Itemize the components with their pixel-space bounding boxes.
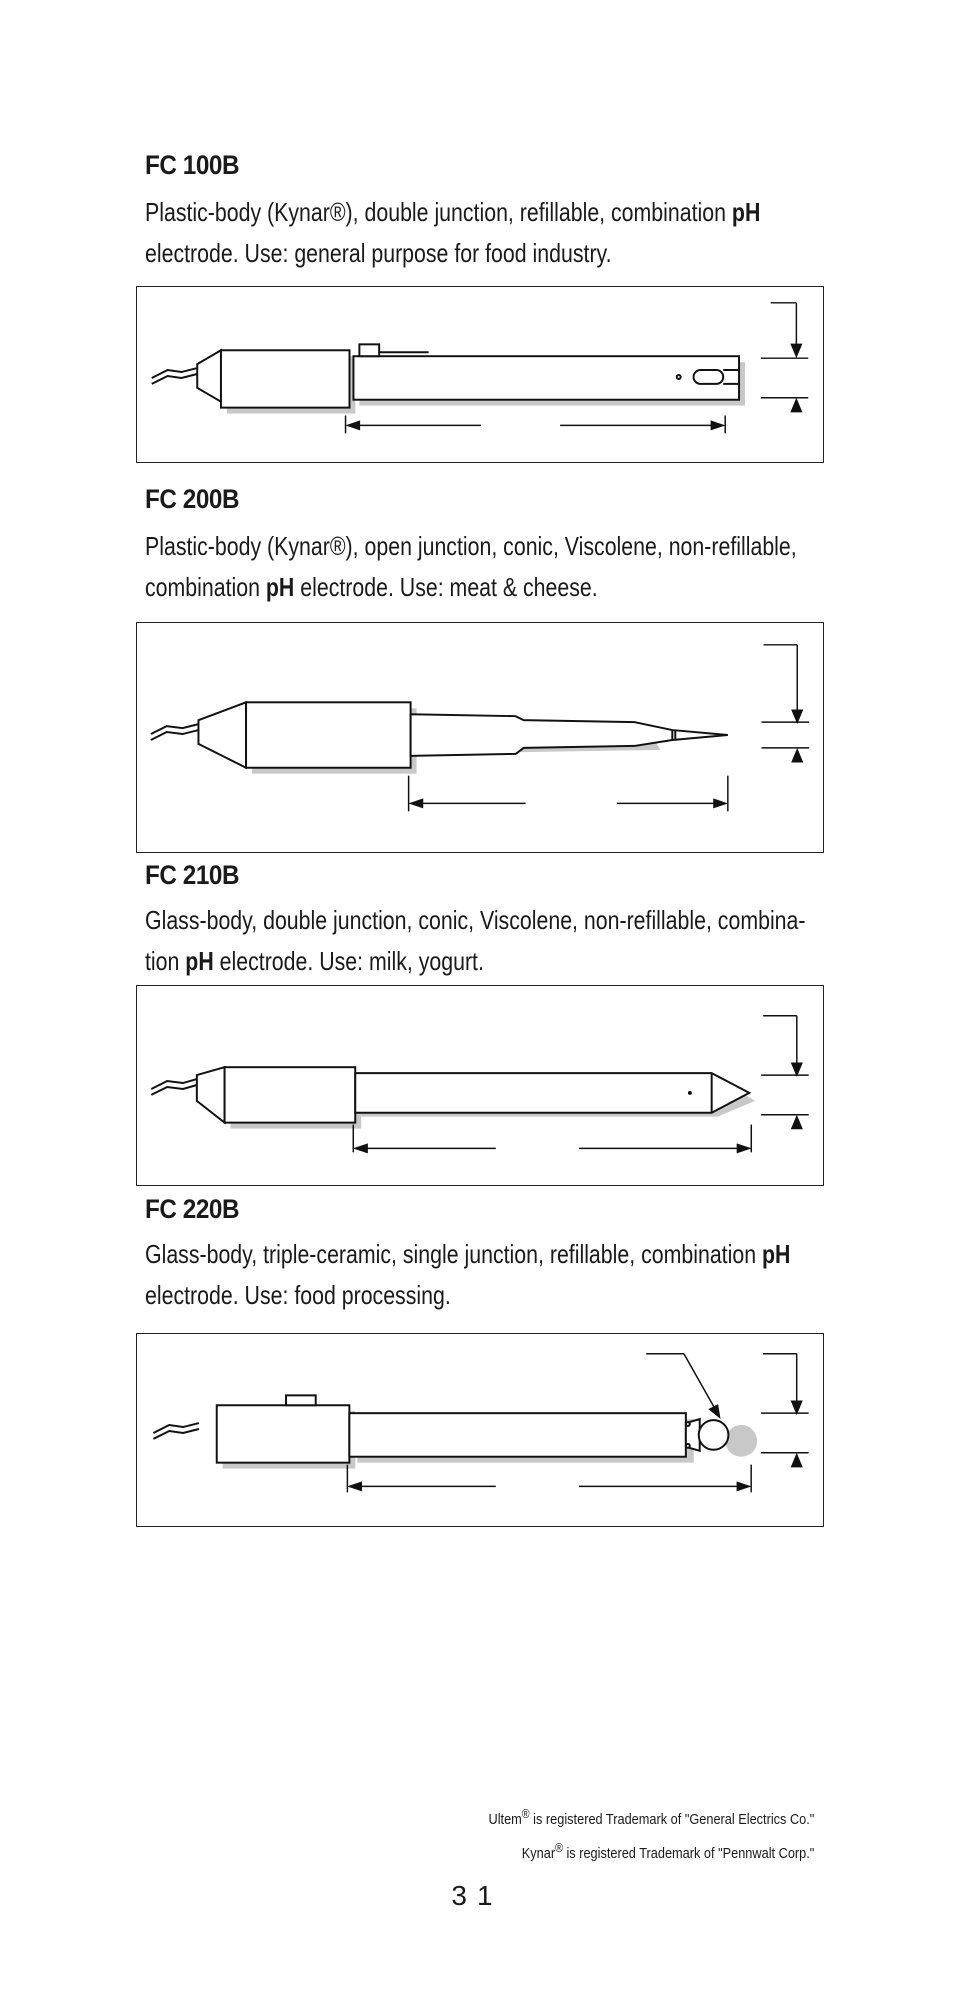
electrode-drawing-fc100b: [137, 287, 823, 462]
product-description-fc100b: Plastic-body (Kynar®), double junction, refillable, combination pH electrode. Use: general purpose for food industry.: [145, 197, 761, 268]
product-code-fc100b: FC 100B: [145, 150, 240, 180]
product-description-fc200b: Plastic-body (Kynar®), open junction, conic, Viscolene, non-refillable, combination pH electrode. Use: meat & cheese.: [145, 531, 797, 602]
trademark-ultem: Ultem® is registered Trademark of "General Electrics Co.": [488, 1807, 814, 1828]
electrode-diagram-fc220b: [136, 1333, 824, 1527]
electrode-diagram-fc100b: [136, 286, 824, 463]
product-description-fc220b: Glass-body, triple-ceramic, single junction, refillable, combination pH electrode. Use: food processing.: [145, 1239, 791, 1310]
product-description-fc210b: Glass-body, double junction, conic, Viscolene, non-refillable, combina- tion pH electrode. Use: milk, yogurt.: [145, 905, 806, 976]
electrode-diagram-fc200b: [136, 622, 824, 853]
electrode-drawing-fc210b: [137, 986, 823, 1185]
trademark-notice: [488, 1800, 814, 1868]
product-code-fc200b: FC 200B: [145, 484, 240, 514]
page-number: 31: [451, 1880, 503, 1911]
electrode-drawing-fc200b: [137, 623, 823, 852]
product-code-fc210b: FC 210B: [145, 860, 240, 890]
trademark-kynar: Kynar® is registered Trademark of "Pennwalt Corp.": [521, 1841, 814, 1862]
product-code-fc220b: FC 220B: [145, 1194, 240, 1224]
electrode-drawing-fc220b: [137, 1334, 823, 1526]
electrode-diagram-fc210b: [136, 985, 824, 1186]
